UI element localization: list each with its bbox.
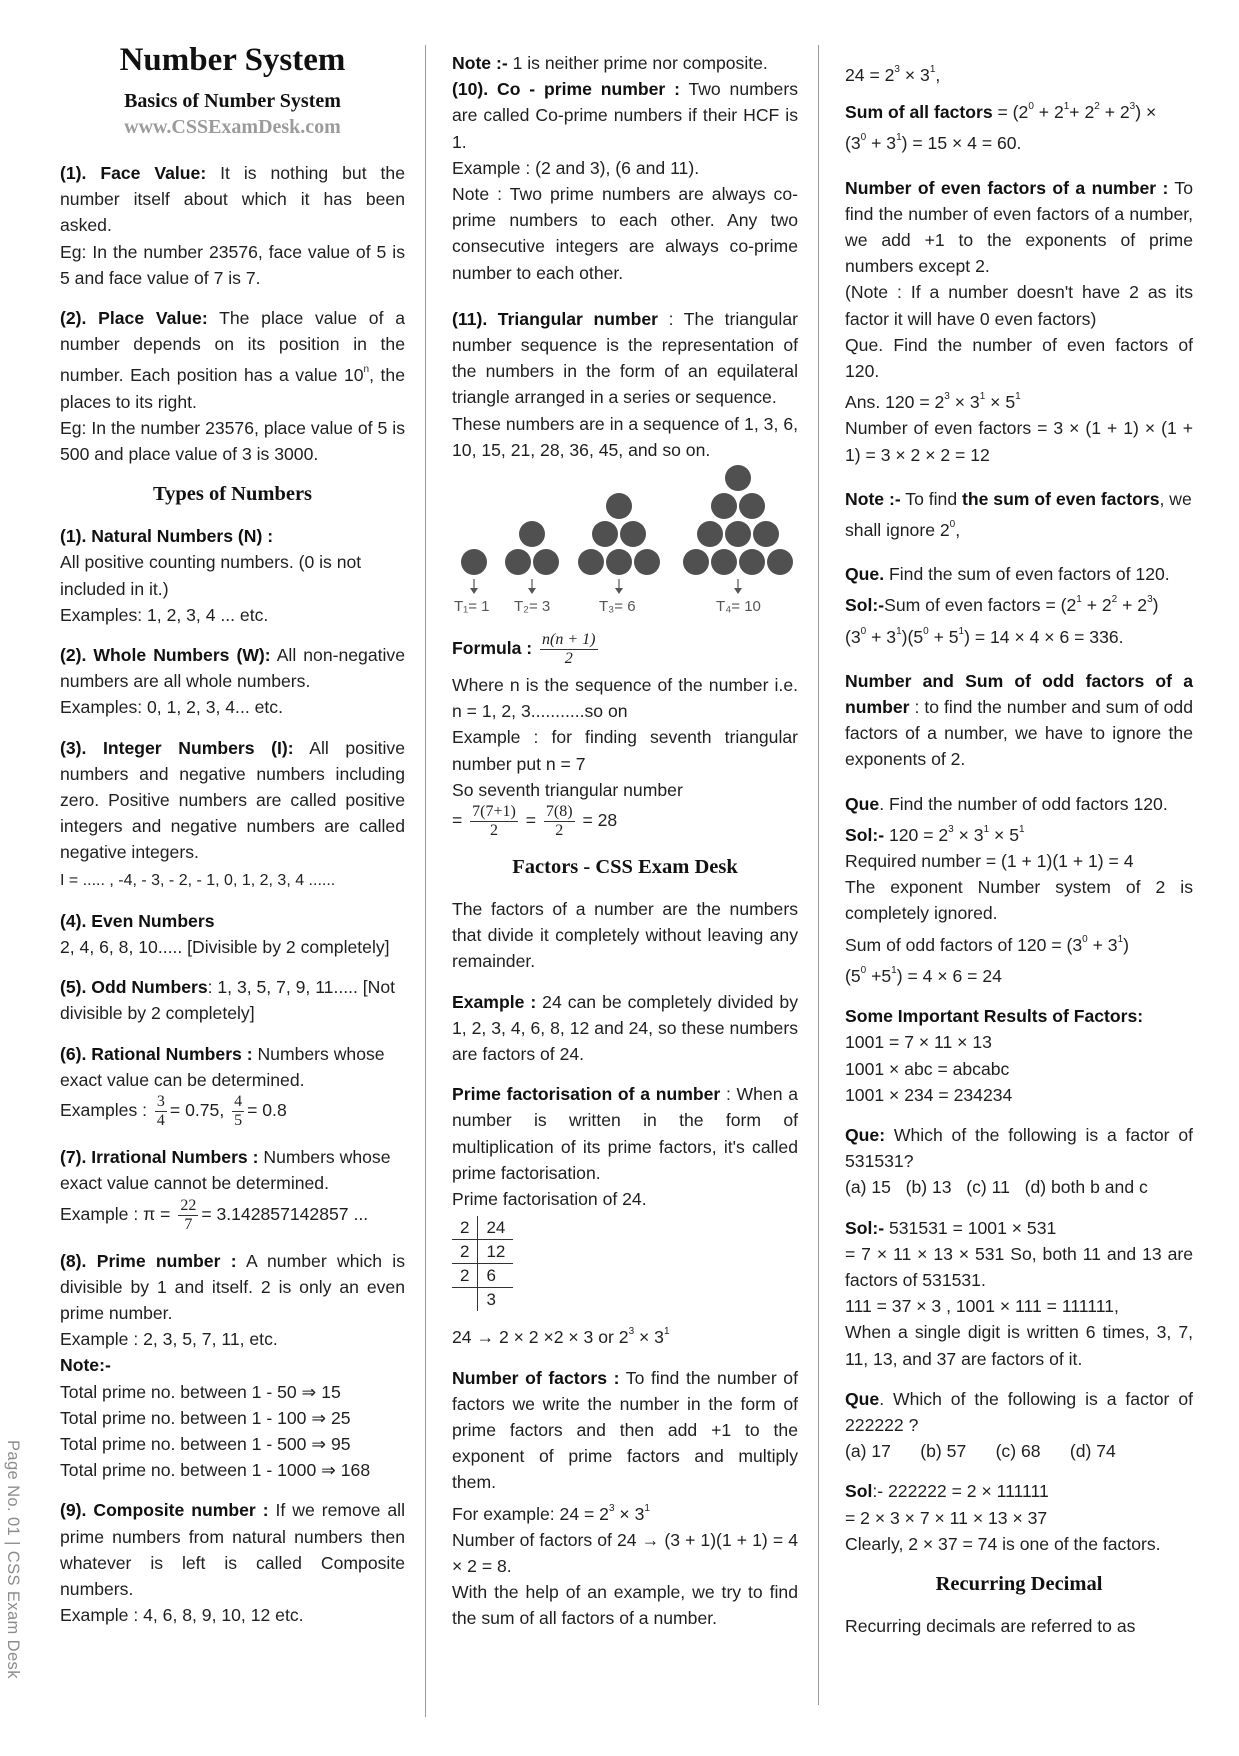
- triangular-section: (11). Triangular number : The triangular number sequence is the representation of the numbers in the form of an equilateral triangle arranged in a series or sequence. These numbers are in a sequence of 1, 3, 6, 10, 15, 21, 28, 36, 45, and so on.: [452, 308, 798, 460]
- t1-label: T₁= 1: [454, 598, 490, 616]
- t2-dot: [519, 521, 545, 547]
- fraction-4-5: $\frac{4}{5}$: [234, 1093, 243, 1130]
- page-subtitle: Basics of Number System: [124, 90, 341, 112]
- t2-dot: [505, 549, 531, 575]
- t4-dot: [711, 549, 737, 575]
- calc-fraction-2: $\frac{7(8)}{2}$: [545, 803, 573, 840]
- prime-count-4: Total prime no. between 1 - 1000 ⇒ 168: [60, 1460, 371, 1481]
- division-ladder: 2 24 2 12 2 6 3: [452, 1216, 513, 1311]
- t4-dot: [697, 521, 723, 547]
- even-numbers-section: (4). Even Numbers 2, 4, 6, 8, 10..... [Divisible by 2 completely]: [60, 910, 390, 958]
- rational-numbers-section: (6). Rational Numbers : Numbers whose exact value can be determined. Examples : $\frac{3}{4}$ = 0.75, $\frac{4}{5}$ = 0.8: [60, 1043, 385, 1130]
- t1-dot: [461, 549, 487, 575]
- footer-text: Page No. 01 | CSS Exam Desk: [4, 1440, 22, 1679]
- triangular-dots-figure: [452, 465, 798, 625]
- coprime-section: (10). Co - prime number : Two numbers are called Co-prime numbers if their HCF is 1. Example : (2 and 3), (6 and 11). Note : Two prime numbers are always co-prime numbers to each other. Any two consecutive integers are always co-prime number to each other.: [452, 79, 798, 283]
- place-value-example: Eg: In the number 23576, place value of 5 is 500 and place value of 3 is 3000.: [60, 417, 405, 465]
- formula-line: Formula : $\frac{n(n + 1)}{2}$: [452, 631, 596, 668]
- number-of-factors-section: Number of factors : To find the number of factors we write the number in the form of prime factors and then add +1 to the exponent of prime factors and multiply them. For example: $24 = 2^3 \times 3^1$ Number of factors of 24 → (3 + 1)(1 + 1) = 4 × 2 = 8. With the help of an example, we try to find the sum of all factors of a number.: [452, 1367, 798, 1629]
- recurring-text: Recurring decimals are referred to as: [845, 1615, 1136, 1636]
- natural-numbers-section: (1). Natural Numbers (N) : All positive counting numbers. (0 is not included in it.) Examples: 1, 2, 3, 4 ... etc.: [60, 526, 362, 625]
- t3-dot: [578, 549, 604, 575]
- factors-definition: The factors of a number are the numbers that divide it completely without leaving any remainder.: [452, 899, 798, 972]
- composite-number-section: (9). Composite number : If we remove all prime numbers from natural numbers then whatever is left is called Composite numbers. Example : 4, 6, 8, 9, 10, 12 etc.: [60, 1500, 405, 1626]
- t4-dot: [725, 465, 751, 491]
- t2-label: T₂= 3: [514, 598, 551, 616]
- t3-label: T₃= 6: [599, 598, 636, 616]
- twenty-four-factorised: $24 = 2^3 \times 3^1$,: [845, 64, 941, 85]
- sum-of-all-factors: Sum of all factors = $(2^0 + 2^1+ 2^2 + 2^3)$ × $(3^0 + 3^1) = 15 \times 4 = 60$.: [845, 101, 1157, 154]
- place-value-section: (2). Place Value: The place value of a number depends on its position in the number. Each position has a value 10$^n$, the places to its right. Eg: In the number 23576, place value of 5 is 500 and place value of 3 is 3000.: [60, 308, 405, 465]
- question-531531: Que: Which of the following is a factor of 531531? (a) 15 (b) 13 (c) 11 (d) both b and c: [845, 1124, 1193, 1198]
- even-factors-section: Number of even factors of a number : To find the number of even factors of a number, we add +1 to the exponents of prime numbers except 2. (Note : If a number doesn't have 2 as its factor it will have 0 even factors) Que. Find the number of even factors of 120. Ans. $120 = 2^3 \times 3^1 \times 5^1$ Number of even factors = 3 × (1 + 1) × (1 + 1) = 3 × 2 × 2 = 12: [845, 177, 1193, 465]
- types-heading: Types of Numbers: [152, 483, 313, 506]
- solution-222222: Sol:- 222222 = 2 × 111111 = 2 × 3 × 7 × 11 × 13 × 37 Clearly, 2 × 37 = 74 is one of the factors.: [845, 1481, 1161, 1554]
- note-one-section: Note :- 1 is neither prime nor composite.: [452, 53, 768, 73]
- t3-dot: [620, 521, 646, 547]
- prime-count-2: Total prime no. between 1 - 100 ⇒ 25: [60, 1407, 351, 1428]
- page-footer: [4, 1440, 36, 1700]
- t4-label: T₄= 10: [716, 598, 761, 616]
- t3-dot: [606, 549, 632, 575]
- prime-factorisation-section: Prime factorisation of a number : When a number is written in the form of multiplication of its prime factors, it's called prime factorisation. Prime factorisation of 24.: [452, 1084, 798, 1210]
- column-3: [845, 57, 1193, 1639]
- factors-heading: Factors - CSS Exam Desk: [512, 856, 738, 879]
- note-sum-even-factors: Note :- To find the sum of even factors, we shall ignore $2^0$,: [845, 488, 1192, 541]
- odd-numbers-section: (5). Odd Numbers: 1, 3, 5, 7, 9, 11..... [Not divisible by 2 completely]: [60, 977, 396, 1024]
- column-1: [60, 38, 405, 1642]
- calc-fraction-1: $\frac{7(7+1)}{2}$: [472, 803, 516, 840]
- integer-numbers-section: (3). Integer Numbers (I): All positive numbers and negative numbers including zero. Positive numbers are called positive integers and negative numbers are called negative integers. I = ..... , -4, - 3, - 2, - 1, 0, 1, 2, 3, 4 ......: [60, 737, 406, 889]
- important-results: Some Important Results of Factors: 1001 = 7 × 11 × 13 1001 × abc = abcabc 1001 × 234 = 234234: [845, 1006, 1144, 1105]
- t3-dot: [592, 521, 618, 547]
- column-2: [452, 50, 798, 1632]
- prime-number-section: (8). Prime number : A number which is divisible by 1 and itself. 2 is only an even prime number. Example : 2, 3, 5, 7, 11, etc. Note:- Total prime no. between 1 - 50 ⇒ 15 Total prime no. between 1 - 100 ⇒ 25 Total prime no. between 1 - 500 ⇒ 95 Total prime no. between 1 - 1000 ⇒ 168: [60, 1250, 405, 1481]
- website-url: www.CSSExamDesk.com: [124, 116, 341, 138]
- t4-dot: [739, 549, 765, 575]
- face-value-example: Eg: In the number 23576, face value of 5 is 5 and face value of 7 is 7.: [60, 241, 405, 288]
- t4-dot: [739, 493, 765, 519]
- page-title: Number System: [119, 42, 346, 78]
- t4-dot: [711, 493, 737, 519]
- formula-explanation: Where n is the sequence of the number i.e. n = 1, 2, 3...........so on Example : for finding seventh triangular number put n = 7 So seventh triangular number = $\frac{7(7+1)}{2}$ = $\frac{7(8)}{2}$ = 28: [452, 675, 798, 840]
- face-value-section: (1). Face Value: It is nothing but the number itself about which it has been asked. Eg: In the number 23576, face value of 5 is 5 and face value of 7 is 7.: [60, 163, 405, 288]
- fraction-22-7: $\frac{22}{7}$: [180, 1196, 197, 1233]
- prime-factorisation-result: 24 → 2 × 2 ×2 × 3 or $2^3 \times 3^1$: [452, 1326, 670, 1348]
- formula-fraction: $\frac{n(n + 1)}{2}$: [542, 631, 596, 668]
- prime-count-1: Total prime no. between 1 - 50 ⇒ 15: [60, 1381, 341, 1402]
- solution-531531: Sol:- 531531 = 1001 × 531 = 7 × 11 × 13 × 531 So, both 11 and 13 are factors of 531531. 111 = 37 × 3 , 1001 × 111 = 111111, When a single digit is written 6 times, 3, 7, 11, 13, and 37 are factors of it.: [845, 1217, 1193, 1369]
- t4-dot: [683, 549, 709, 575]
- t3-dot: [606, 493, 632, 519]
- factors-example: Example : 24 can be completely divided by 1, 2, 3, 4, 6, 8, 12 and 24, so these numbers are factors of 24.: [452, 991, 798, 1065]
- sum-even-factors-question: Que. Find the sum of even factors of 120. Sol:-Sum of even factors = $(2^1 + 2^2 + 2^3)$ $(3^0 + 3^1)(5^0 + 5^1) = 14 \times 4 \times 6 = 336$.: [845, 564, 1170, 647]
- recurring-heading: Recurring Decimal: [935, 1572, 1103, 1595]
- t3-dot: [634, 549, 660, 575]
- irrational-numbers-section: (7). Irrational Numbers : Numbers whose exact value cannot be determined. Example : π = $\frac{22}{7}$ = 3.142857142857 ...: [60, 1147, 391, 1233]
- fraction-3-4: $\frac{3}{4}$: [156, 1093, 165, 1130]
- t2-dot: [533, 549, 559, 575]
- column-divider-left: [425, 45, 426, 1717]
- question-222222: Que. Which of the following is a factor of 222222 ? (a) 17 (b) 57 (c) 68 (d) 74: [845, 1388, 1193, 1462]
- odd-factors-question: Que. Find the number of odd factors 120. Sol:- $120 = 2^3 \times 3^1 \times 5^1$ Required number = (1 + 1)(1 + 1) = 4 The exponent Number system of 2 is completely ignored. Sum of odd factors of $120 = (3^0 + 3^1)$ $(5^0 +5^1) = 4 \times 6 = 24$: [845, 793, 1193, 986]
- prime-count-3: Total prime no. between 1 - 500 ⇒ 95: [60, 1433, 351, 1454]
- column-divider-right: [818, 45, 819, 1705]
- odd-factors-section: Number and Sum of odd factors of a number : to find the number and sum of odd factors of a number, we have to ignore the exponents of 2.: [845, 670, 1193, 770]
- t4-dot: [767, 549, 793, 575]
- t4-dot: [753, 521, 779, 547]
- t4-dot: [725, 521, 751, 547]
- whole-numbers-section: (2). Whole Numbers (W): All non-negative numbers are all whole numbers. Examples: 0, 1, 2, 3, 4... etc.: [60, 645, 405, 718]
